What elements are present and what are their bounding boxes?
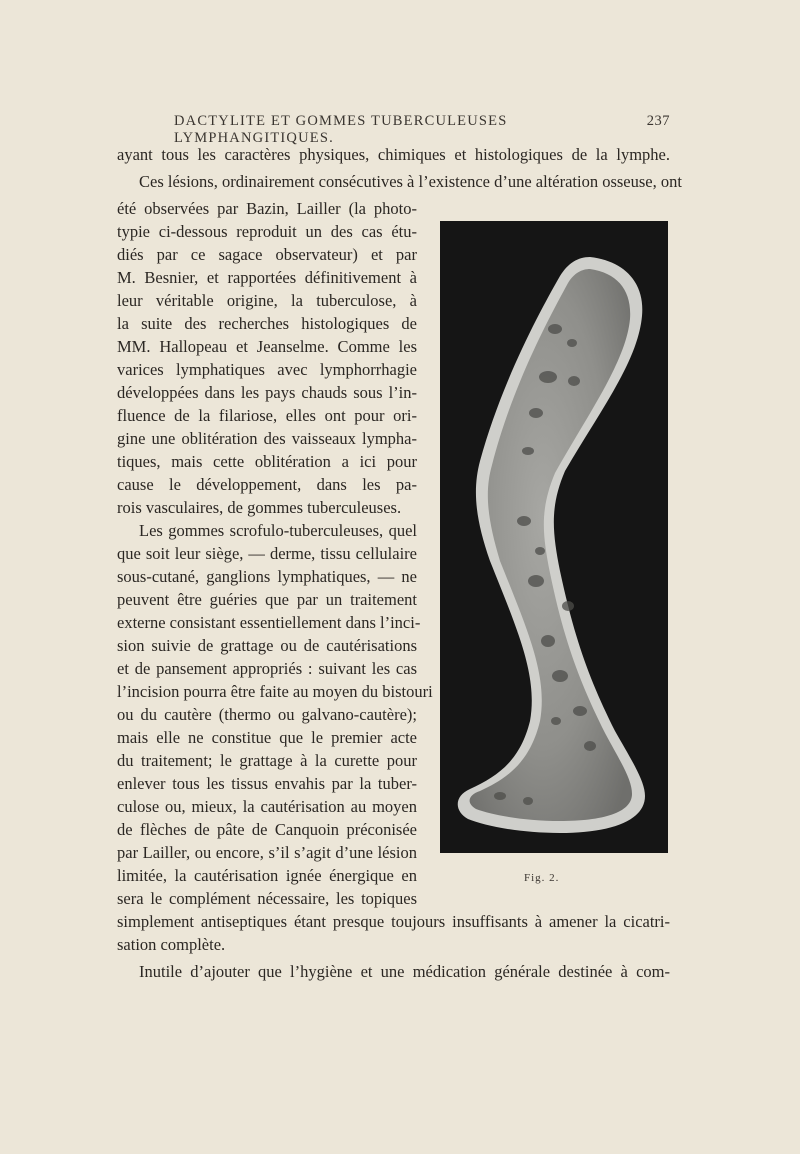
text-line: fluence de la filariose, elles ont pour ori- — [117, 406, 417, 425]
text-line: ou du cautère (thermo ou galvano-cautère); — [117, 705, 417, 724]
page-number: 237 — [646, 113, 670, 129]
text-line: diés par ce sagace observateur) et par — [117, 245, 417, 264]
text-line: limitée, la cautérisation ignée énergique en — [117, 866, 417, 885]
text-line: par Lailler, ou encore, s’il s’agit d’une lésion — [117, 843, 417, 862]
text-line: tiques, mais cette oblitération a ici pour — [117, 452, 417, 471]
text-line: Ces lésions, ordinairement consécutives à l’existence d’une altération osseuse, ont — [139, 172, 682, 191]
running-title: DACTYLITE ET GOMMES TUBERCULEUSES LYMPHANGITIQUES. — [174, 113, 508, 146]
leg-illustration — [440, 221, 668, 853]
text-line: et de pansement appropriés : suivant les cas — [117, 659, 417, 678]
text-line: que soit leur siège, — derme, tissu cellulaire — [117, 544, 417, 563]
text-line: développées dans les pays chauds sous l’in- — [117, 383, 417, 402]
text-line: ayant tous les caractères physiques, chimiques et histologiques de la lymphe. — [117, 145, 670, 164]
text-line: du traitement; le grattage à la curette pour — [117, 751, 417, 770]
text-line: typie ci-dessous reproduit un des cas étu- — [117, 222, 417, 241]
text-line: sous-cutané, ganglions lymphatiques, — ne — [117, 567, 417, 586]
leg-photograph — [440, 221, 668, 853]
text-line: l’incision pourra être faite au moyen du bistouri — [117, 682, 433, 701]
text-line: mais elle ne constitue que le premier acte — [117, 728, 417, 747]
text-line: sion suivie de grattage ou de cautérisations — [117, 636, 417, 655]
text-line: externe consistant essentiellement dans l’inci- — [117, 613, 421, 632]
text-line: de flèches de pâte de Canquoin préconisée — [117, 820, 417, 839]
text-line: gine une oblitération des vaisseaux lympha- — [117, 429, 417, 448]
text-line: simplement antiseptiques étant presque toujours insuffisants à amener la cicatri- — [117, 912, 670, 931]
text-line: Les gommes scrofulo-tuberculeuses, quel — [139, 521, 417, 540]
text-line: sation complète. — [117, 935, 226, 954]
text-line: MM. Hallopeau et Jeanselme. Comme les — [117, 337, 417, 356]
text-line: cause le développement, dans les pa- — [117, 475, 417, 494]
text-line: varices lymphatiques avec lymphorrhagie — [117, 360, 417, 379]
text-line: leur véritable origine, la tuberculose, à — [117, 291, 417, 310]
text-line: peuvent être guéries que par un traitement — [117, 590, 417, 609]
figure-caption: Fig. 2. — [524, 872, 560, 884]
text-line: M. Besnier, et rapportées définitivement à — [117, 268, 417, 287]
text-line: rois vasculaires, de gommes tuberculeuses. — [117, 498, 402, 517]
running-header — [174, 113, 670, 147]
text-line: enlever tous les tissus envahis par la tuber- — [117, 774, 417, 793]
text-line: la suite des recherches histologiques de — [117, 314, 417, 333]
text-line: culose ou, mieux, la cautérisation au moyen — [117, 797, 417, 816]
text-line: sera le complément nécessaire, les topiques — [117, 889, 417, 908]
text-line: été observées par Bazin, Lailler (la photo- — [117, 199, 417, 218]
text-line: Inutile d’ajouter que l’hygiène et une médication générale destinée à com- — [139, 962, 670, 981]
